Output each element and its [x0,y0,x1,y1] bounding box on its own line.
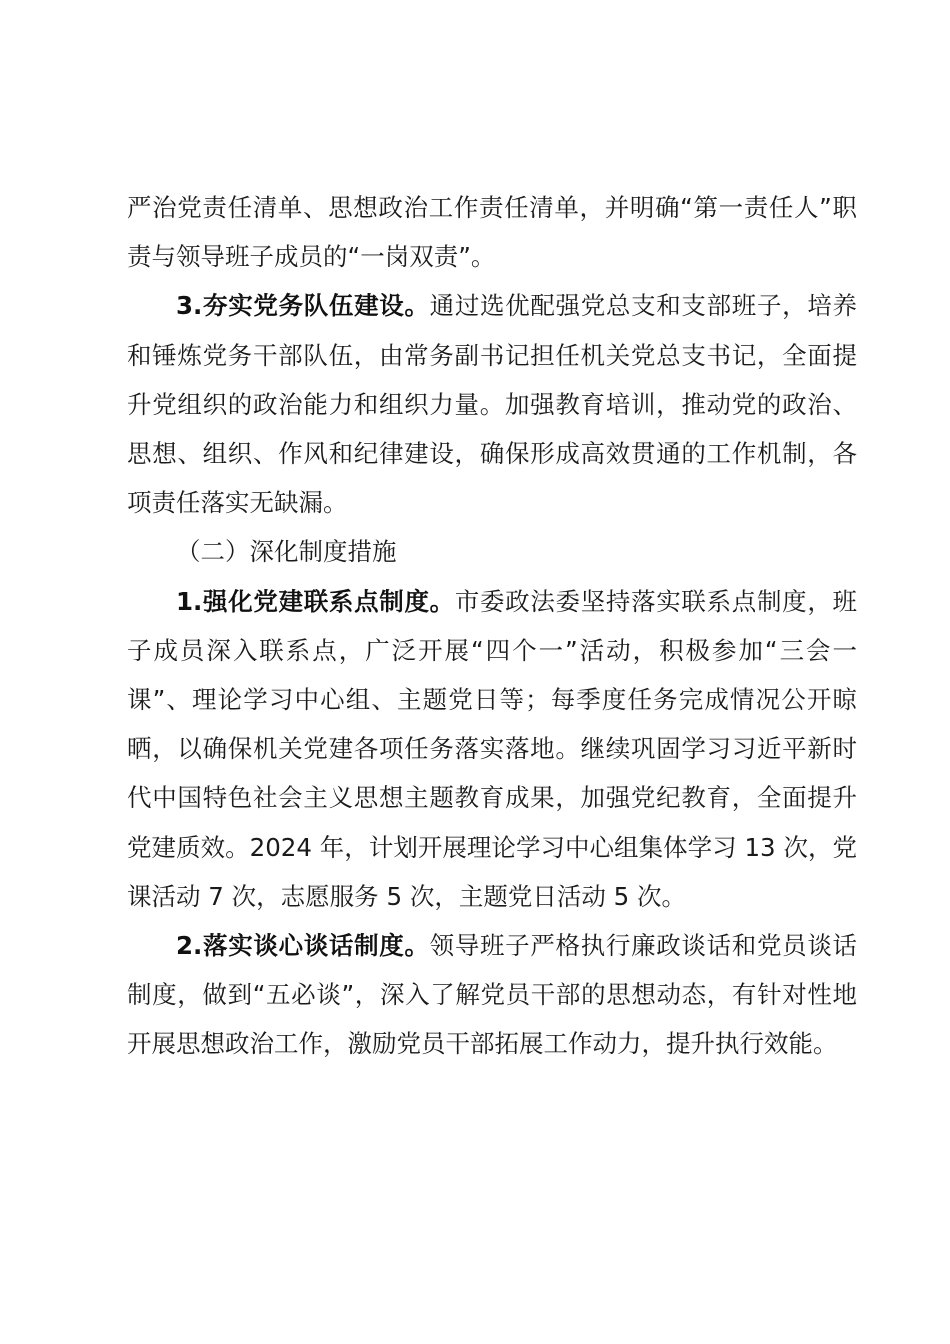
paragraph-contact-point-system [127,577,857,921]
paragraph-text: 严治党责任清单、思想政治工作责任清单，并明确“第一责任人”职责与领导班子成员的“一岗双责”。 [127,193,857,272]
document-body [127,183,857,1069]
section-heading [127,527,857,576]
section-heading-text: （二）深化制度措施 [176,537,397,567]
paragraph-heading: 2.落实谈心谈话制度。 [176,931,430,961]
paragraph-text: 通过选优配强党总支和支部班子，培养和锤炼党务干部队伍，由常务副书记担任机关党总支书记，全面提升党组织的政治能力和组织力量。加强教育培训，推动党的政治、思想、组织、作风和纪律建设，确保形成高效贯通的工作机制，各项责任落实无缺漏。 [127,291,857,518]
paragraph-continuation [127,183,857,281]
paragraph-heart-talk-system [127,921,857,1069]
paragraph-party-affairs-team [127,281,857,527]
paragraph-text: 领导班子严格执行廉政谈话和党员谈话制度，做到“五必谈”，深入了解党员干部的思想动态，有针对性地开展思想政治工作，激励党员干部拓展工作动力，提升执行效能。 [127,931,857,1059]
paragraph-heading: 1.强化党建联系点制度。 [176,586,455,616]
paragraph-text: 市委政法委坚持落实联系点制度，班子成员深入联系点，广泛开展“四个一”活动，积极参加“三会一课”、理论学习中心组、主题党日等；每季度任务完成情况公开晾晒，以确保机关党建各项任务落实落地。继续巩固学习习近平新时代中国特色社会主义思想主题教育成果，加强党纪教育，全面提升党建质效。2024 年，计划开展理论学习中心组集体学习 13 次，党课活动 7 次，志愿服务 5 次，主题党日活动 5 次。 [127,586,858,911]
paragraph-heading: 3.夯实党务队伍建设。 [176,291,430,321]
